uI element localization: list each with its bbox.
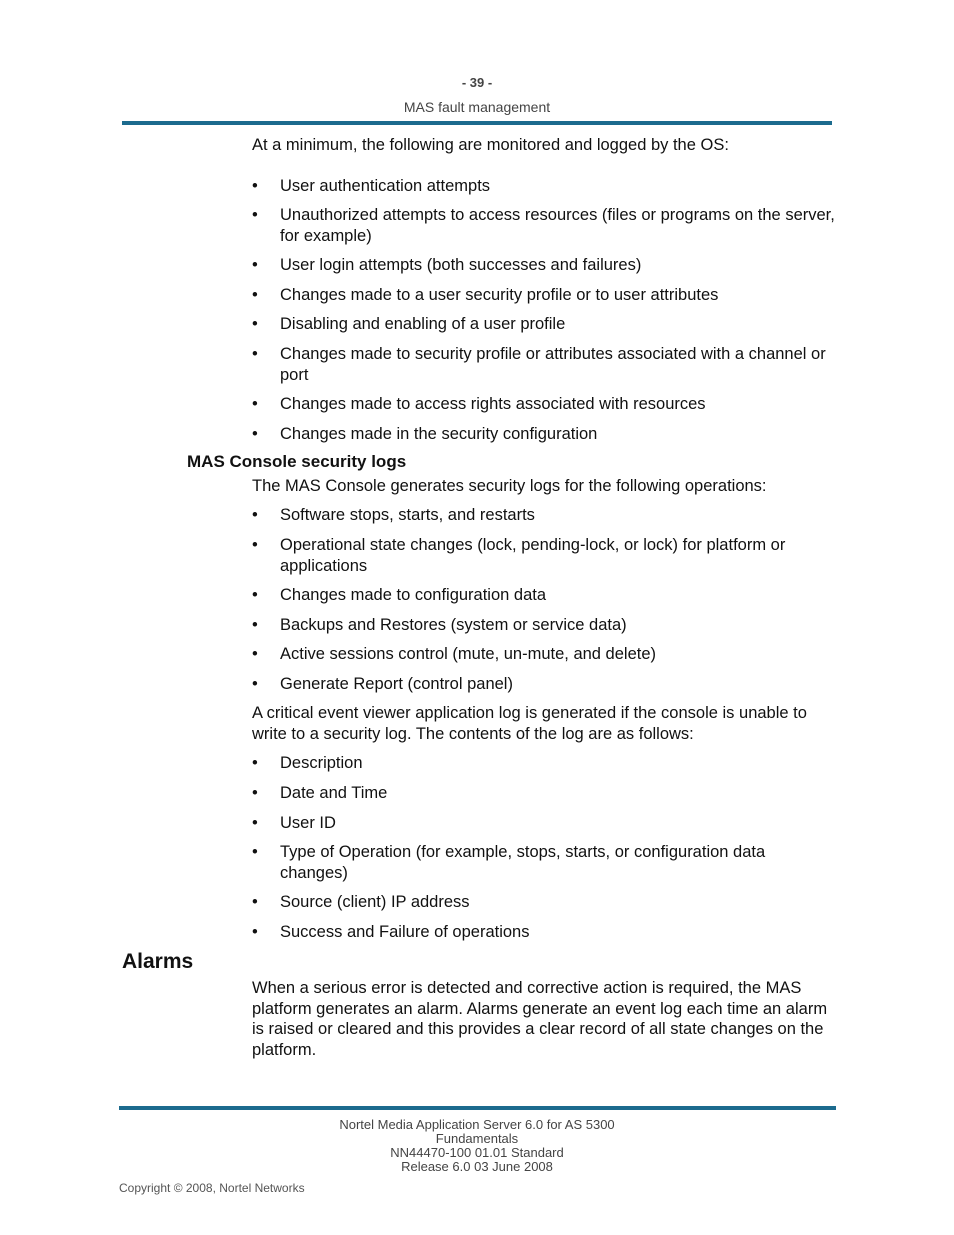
footer-rule [119, 1106, 836, 1110]
footer-title: Nortel Media Application Server 6.0 for AS 5300 [339, 1117, 615, 1132]
critical-paragraph: A critical event viewer application log is generated if the console is unable to write to a security log. The contents of the log are as follows: [252, 704, 807, 743]
bullet-icon: • [252, 177, 258, 195]
running-header: MAS fault management [403, 99, 551, 115]
bullet-icon: • [252, 395, 258, 413]
console-intro: The MAS Console generates security logs for the following operations: [252, 477, 767, 495]
page-number: - 39 - [461, 75, 493, 90]
bullet-icon: • [252, 315, 258, 333]
bullet-icon: • [252, 345, 258, 363]
footer-doc-number: NN44470-100 01.01 Standard [390, 1145, 564, 1160]
header-rule [122, 121, 832, 125]
alarms-heading: Alarms [122, 950, 194, 973]
bullet-icon: • [252, 286, 258, 304]
bullet-icon: • [252, 616, 258, 634]
section-heading: MAS Console security logs [187, 452, 407, 471]
bullet-icon: • [252, 256, 258, 274]
bullet-icon: • [252, 675, 258, 693]
bullet-icon: • [252, 206, 258, 224]
alarms-paragraph: When a serious error is detected and corrective action is required, the MAS platform generates an alarm. Alarms generate an event log each time an alarm is raised or cleared and this provides a clear record of all state changes on the platform. [252, 979, 828, 1059]
bullet-icon: • [252, 843, 258, 861]
bullet-icon: • [252, 586, 258, 604]
bullet-icon: • [252, 784, 258, 802]
bullet-icon: • [252, 814, 258, 832]
bullet-icon: • [252, 754, 258, 772]
bullet-icon: • [252, 923, 258, 941]
intro-paragraph: At a minimum, the following are monitored and logged by the OS: [252, 136, 729, 154]
copyright: Copyright © 2008, Nortel Networks [119, 1181, 305, 1195]
bullet-icon: • [252, 893, 258, 911]
bullet-icon: • [252, 425, 258, 443]
bullet-icon: • [252, 536, 258, 554]
bullet-icon: • [252, 645, 258, 663]
footer-release: Release 6.0 03 June 2008 [401, 1159, 553, 1174]
footer-subtitle: Fundamentals [435, 1131, 519, 1146]
bullet-icon: • [252, 506, 258, 524]
